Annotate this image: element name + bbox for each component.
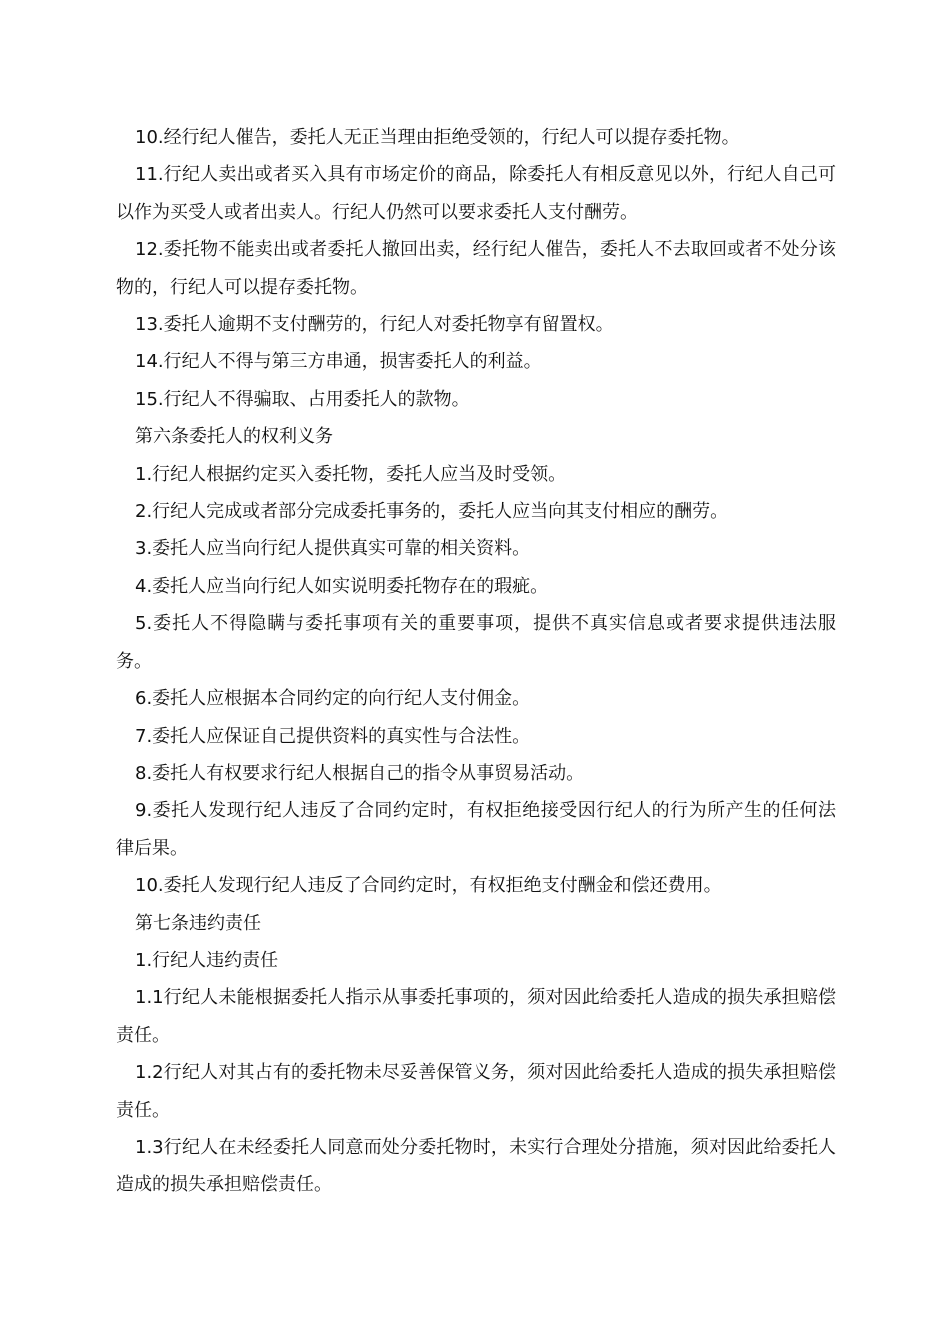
article-7-heading: 第七条违约责任 xyxy=(135,912,261,934)
article-6-heading: 第六条委托人的权利义务 xyxy=(135,426,333,448)
paragraph-art7-item-1: 1.行纪人违约责任 xyxy=(135,949,279,971)
paragraph-art6-item-5: 5.委托人不得隐瞒与委托事项有关的重要事项，提供不真实信息或者要求提供违法服务。 xyxy=(116,613,836,672)
paragraph-item-15-misappropriation: 15.行纪人不得骗取、占用委托人的款物。 xyxy=(135,388,470,410)
paragraph-art7-item-1-3: 1.3行纪人在未经委托人同意而处分委托物时，未实行合理处分措施，须对因此给委托人造成的损失承担赔偿责任。 xyxy=(116,1136,836,1196)
paragraph-item-12-unsold-goods: 12.委托物不能卖出或者委托人撤回出卖，经行纪人催告，委托人不去取回或者不处分该物的，行纪人可以提存委托物。 xyxy=(116,239,836,298)
paragraph-art6-item-3: 3.委托人应当向行纪人提供真实可靠的相关资料。 xyxy=(135,538,531,560)
paragraph-art7-item-1-2: 1.2行纪人对其占有的委托物未尽妥善保管义务，须对因此给委托人造成的损失承担赔偿责任。 xyxy=(116,1062,836,1121)
paragraph-art6-item-10: 10.委托人发现行纪人违反了合同约定时，有权拒绝支付酬金和偿还费用。 xyxy=(135,875,722,897)
paragraph-art6-item-9: 9.委托人发现行纪人违反了合同约定时，有权拒绝接受因行纪人的行为所产生的任何法律后果。 xyxy=(116,800,836,859)
paragraph-item-11-self-dealing: 11.行纪人卖出或者买入具有市场定价的商品，除委托人有相反意见以外，行纪人自己可以作为买受人或者出卖人。行纪人仍然可以要求委托人支付酬劳。 xyxy=(116,164,836,223)
paragraph-art7-item-1-1: 1.1行纪人未能根据委托人指示从事委托事项的，须对因此给委托人造成的损失承担赔偿责任。 xyxy=(116,987,836,1046)
paragraph-item-13-lien: 13.委托人逾期不支付酬劳的，行纪人对委托物享有留置权。 xyxy=(135,314,614,336)
paragraph-art6-item-6: 6.委托人应根据本合同约定的向行纪人支付佣金。 xyxy=(135,688,531,710)
paragraph-art6-item-8: 8.委托人有权要求行纪人根据自己的指令从事贸易活动。 xyxy=(135,762,585,784)
paragraph-art6-item-4: 4.委托人应当向行纪人如实说明委托物存在的瑕疵。 xyxy=(135,575,549,597)
paragraph-art6-item-7: 7.委托人应保证自己提供资料的真实性与合法性。 xyxy=(135,725,531,747)
paragraph-art6-item-1: 1.行纪人根据约定买入委托物，委托人应当及时受领。 xyxy=(135,463,567,485)
document-body xyxy=(116,119,836,1204)
paragraph-art6-item-2: 2.行纪人完成或者部分完成委托事务的，委托人应当向其支付相应的酬劳。 xyxy=(135,501,729,523)
paragraph-item-10-storage: 10.经行纪人催告，委托人无正当理由拒绝受领的，行纪人可以提存委托物。 xyxy=(135,127,740,148)
paragraph-item-14-collusion: 14.行纪人不得与第三方串通，损害委托人的利益。 xyxy=(135,351,542,373)
